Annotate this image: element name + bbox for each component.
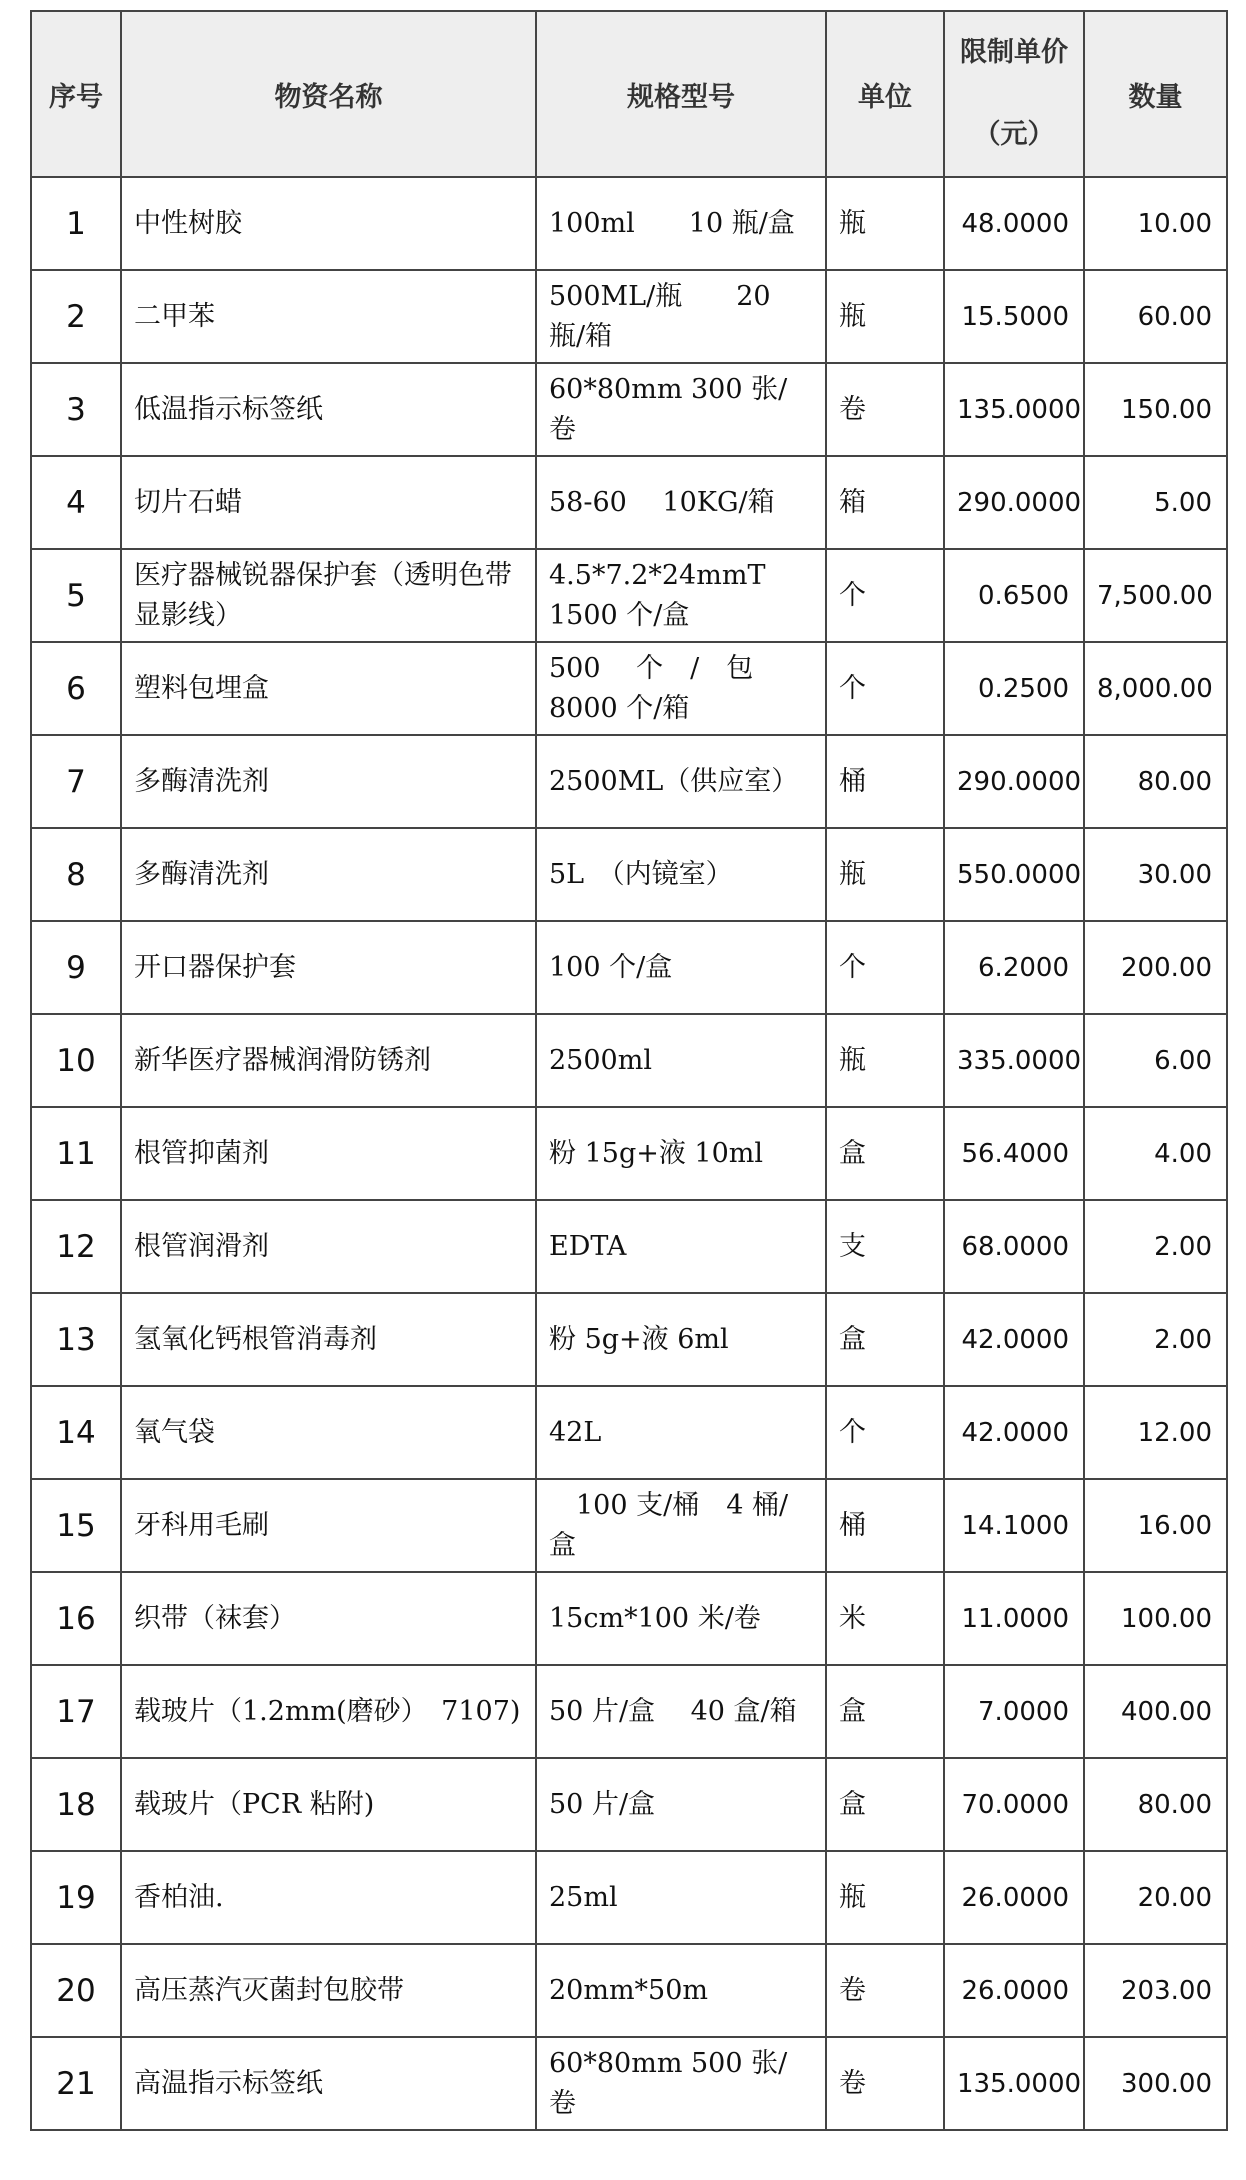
item-price: 135.0000	[944, 2037, 1084, 2130]
item-spec: 100 支/桶 4 桶/盒	[536, 1479, 826, 1572]
row-number: 12	[31, 1200, 121, 1293]
item-unit: 瓶	[826, 270, 944, 363]
table-row	[31, 270, 1227, 363]
item-price: 0.2500	[944, 642, 1084, 735]
item-price: 290.0000	[944, 735, 1084, 828]
item-price: 11.0000	[944, 1572, 1084, 1665]
table-row	[31, 1107, 1227, 1200]
item-price: 14.1000	[944, 1479, 1084, 1572]
item-unit: 卷	[826, 2037, 944, 2130]
item-price: 0.6500	[944, 549, 1084, 642]
row-number: 13	[31, 1293, 121, 1386]
table-row	[31, 921, 1227, 1014]
item-name: 二甲苯	[121, 270, 536, 363]
item-spec: 25ml	[536, 1851, 826, 1944]
header-spec: 规格型号	[536, 11, 826, 177]
row-number: 2	[31, 270, 121, 363]
item-quantity: 300.00	[1084, 2037, 1227, 2130]
item-unit: 桶	[826, 1479, 944, 1572]
item-name: 高压蒸汽灭菌封包胶带	[121, 1944, 536, 2037]
item-quantity: 150.00	[1084, 363, 1227, 456]
item-spec: 60*80mm 300 张/卷	[536, 363, 826, 456]
item-price: 42.0000	[944, 1386, 1084, 1479]
item-unit: 卷	[826, 363, 944, 456]
item-price: 68.0000	[944, 1200, 1084, 1293]
item-name: 切片石蜡	[121, 456, 536, 549]
item-quantity: 400.00	[1084, 1665, 1227, 1758]
table-row	[31, 1572, 1227, 1665]
item-spec: 粉 15g+液 10ml	[536, 1107, 826, 1200]
item-quantity: 80.00	[1084, 1758, 1227, 1851]
item-spec: 100ml 10 瓶/盒	[536, 177, 826, 270]
item-price: 290.0000	[944, 456, 1084, 549]
item-price: 26.0000	[944, 1944, 1084, 2037]
item-name: 高温指示标签纸	[121, 2037, 536, 2130]
table-row	[31, 549, 1227, 642]
row-number: 17	[31, 1665, 121, 1758]
item-name: 医疗器械锐器保护套（透明色带显影线）	[121, 549, 536, 642]
item-quantity: 20.00	[1084, 1851, 1227, 1944]
table-row	[31, 1758, 1227, 1851]
item-quantity: 10.00	[1084, 177, 1227, 270]
item-unit: 卷	[826, 1944, 944, 2037]
header-qty: 数量	[1084, 11, 1227, 177]
header-price: 限制单价（元）	[944, 11, 1084, 177]
row-number: 14	[31, 1386, 121, 1479]
table-row	[31, 177, 1227, 270]
item-price: 135.0000	[944, 363, 1084, 456]
item-price: 335.0000	[944, 1014, 1084, 1107]
item-quantity: 5.00	[1084, 456, 1227, 549]
item-name: 根管润滑剂	[121, 1200, 536, 1293]
item-name: 塑料包埋盒	[121, 642, 536, 735]
item-spec: 100 个/盒	[536, 921, 826, 1014]
item-unit: 瓶	[826, 177, 944, 270]
item-price: 42.0000	[944, 1293, 1084, 1386]
item-quantity: 2.00	[1084, 1200, 1227, 1293]
item-name: 新华医疗器械润滑防锈剂	[121, 1014, 536, 1107]
table-row	[31, 1293, 1227, 1386]
row-number: 1	[31, 177, 121, 270]
header-name: 物资名称	[121, 11, 536, 177]
row-number: 21	[31, 2037, 121, 2130]
header-no: 序号	[31, 11, 121, 177]
row-number: 18	[31, 1758, 121, 1851]
table-row	[31, 1851, 1227, 1944]
table-header-row	[31, 11, 1227, 177]
item-price: 70.0000	[944, 1758, 1084, 1851]
item-quantity: 7,500.00	[1084, 549, 1227, 642]
item-unit: 支	[826, 1200, 944, 1293]
row-number: 11	[31, 1107, 121, 1200]
table-row	[31, 828, 1227, 921]
item-spec: 500ML/瓶 20 瓶/箱	[536, 270, 826, 363]
item-unit: 盒	[826, 1107, 944, 1200]
item-quantity: 80.00	[1084, 735, 1227, 828]
item-quantity: 16.00	[1084, 1479, 1227, 1572]
table-row	[31, 1665, 1227, 1758]
row-number: 7	[31, 735, 121, 828]
item-spec: EDTA	[536, 1200, 826, 1293]
item-quantity: 12.00	[1084, 1386, 1227, 1479]
item-spec: 2500ML（供应室）	[536, 735, 826, 828]
item-spec: 58-60 10KG/箱	[536, 456, 826, 549]
item-unit: 个	[826, 642, 944, 735]
item-price: 15.5000	[944, 270, 1084, 363]
item-unit: 瓶	[826, 828, 944, 921]
supplies-table	[30, 10, 1228, 2131]
item-spec: 50 片/盒 40 盒/箱	[536, 1665, 826, 1758]
item-name: 氢氧化钙根管消毒剂	[121, 1293, 536, 1386]
item-name: 开口器保护套	[121, 921, 536, 1014]
item-spec: 20mm*50m	[536, 1944, 826, 2037]
item-quantity: 60.00	[1084, 270, 1227, 363]
item-name: 多酶清洗剂	[121, 828, 536, 921]
item-spec: 4.5*7.2*24mmT 1500 个/盒	[536, 549, 826, 642]
item-unit: 瓶	[826, 1851, 944, 1944]
row-number: 16	[31, 1572, 121, 1665]
item-price: 48.0000	[944, 177, 1084, 270]
item-unit: 个	[826, 1386, 944, 1479]
item-name: 香柏油.	[121, 1851, 536, 1944]
item-price: 550.0000	[944, 828, 1084, 921]
item-spec: 60*80mm 500 张/卷	[536, 2037, 826, 2130]
item-price: 56.4000	[944, 1107, 1084, 1200]
item-name: 织带（袜套）	[121, 1572, 536, 1665]
row-number: 15	[31, 1479, 121, 1572]
table-row	[31, 1944, 1227, 2037]
item-name: 多酶清洗剂	[121, 735, 536, 828]
item-unit: 盒	[826, 1758, 944, 1851]
item-quantity: 2.00	[1084, 1293, 1227, 1386]
row-number: 6	[31, 642, 121, 735]
item-name: 根管抑菌剂	[121, 1107, 536, 1200]
row-number: 8	[31, 828, 121, 921]
table-row	[31, 456, 1227, 549]
row-number: 4	[31, 456, 121, 549]
item-unit: 盒	[826, 1293, 944, 1386]
item-quantity: 6.00	[1084, 1014, 1227, 1107]
item-unit: 瓶	[826, 1014, 944, 1107]
item-name: 载玻片（1.2mm(磨砂） 7107)	[121, 1665, 536, 1758]
table-row	[31, 735, 1227, 828]
item-price: 26.0000	[944, 1851, 1084, 1944]
item-name: 氧气袋	[121, 1386, 536, 1479]
item-spec: 粉 5g+液 6ml	[536, 1293, 826, 1386]
item-quantity: 4.00	[1084, 1107, 1227, 1200]
table-row	[31, 1479, 1227, 1572]
row-number: 19	[31, 1851, 121, 1944]
item-name: 中性树胶	[121, 177, 536, 270]
item-spec: 15cm*100 米/卷	[536, 1572, 826, 1665]
item-name: 载玻片（PCR 粘附)	[121, 1758, 536, 1851]
item-unit: 桶	[826, 735, 944, 828]
item-unit: 米	[826, 1572, 944, 1665]
item-quantity: 30.00	[1084, 828, 1227, 921]
table-body	[31, 177, 1227, 2130]
item-spec: 42L	[536, 1386, 826, 1479]
item-quantity: 8,000.00	[1084, 642, 1227, 735]
header-unit: 单位	[826, 11, 944, 177]
row-number: 5	[31, 549, 121, 642]
item-unit: 盒	[826, 1665, 944, 1758]
item-unit: 个	[826, 921, 944, 1014]
table-row	[31, 1014, 1227, 1107]
item-spec: 5L （内镜室）	[536, 828, 826, 921]
item-quantity: 100.00	[1084, 1572, 1227, 1665]
item-name: 牙科用毛刷	[121, 1479, 536, 1572]
item-unit: 个	[826, 549, 944, 642]
item-spec: 50 片/盒	[536, 1758, 826, 1851]
table-row	[31, 1200, 1227, 1293]
item-unit: 箱	[826, 456, 944, 549]
row-number: 9	[31, 921, 121, 1014]
row-number: 20	[31, 1944, 121, 2037]
item-spec: 500 个 / 包 8000 个/箱	[536, 642, 826, 735]
table-row	[31, 363, 1227, 456]
row-number: 3	[31, 363, 121, 456]
item-price: 6.2000	[944, 921, 1084, 1014]
item-quantity: 200.00	[1084, 921, 1227, 1014]
item-quantity: 203.00	[1084, 1944, 1227, 2037]
table-row	[31, 2037, 1227, 2130]
item-price: 7.0000	[944, 1665, 1084, 1758]
table-row	[31, 642, 1227, 735]
table-row	[31, 1386, 1227, 1479]
row-number: 10	[31, 1014, 121, 1107]
item-name: 低温指示标签纸	[121, 363, 536, 456]
item-spec: 2500ml	[536, 1014, 826, 1107]
